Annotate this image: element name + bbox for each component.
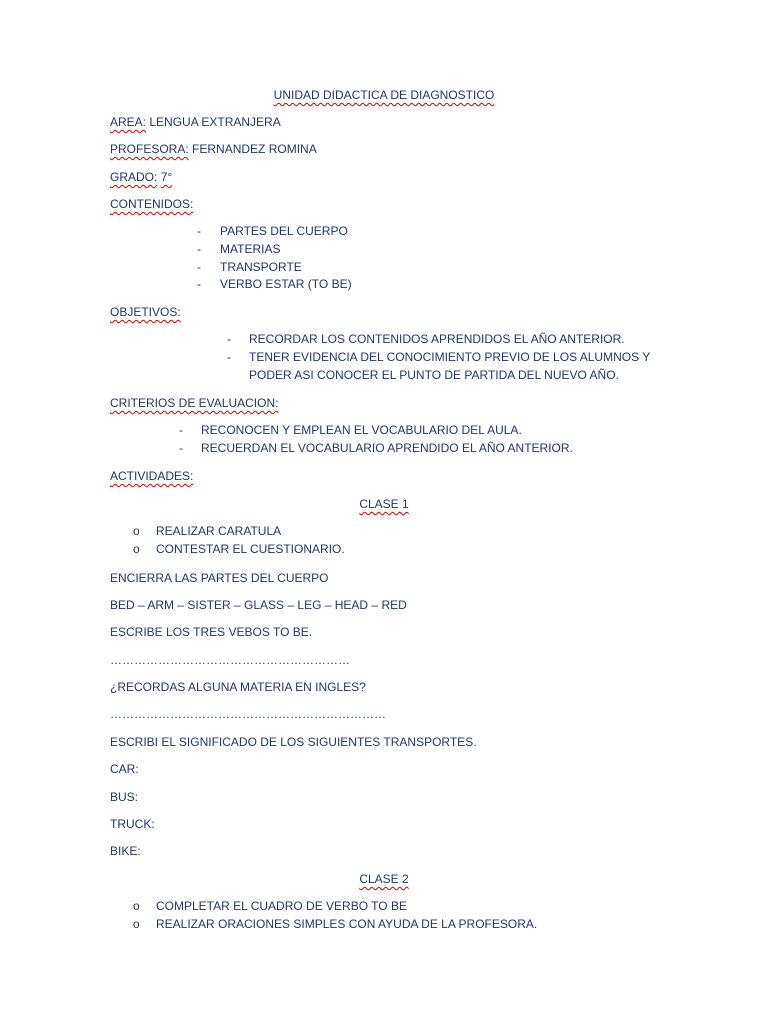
list-dash: - <box>179 423 183 437</box>
transport-truck: TRUCK: <box>110 817 155 831</box>
answer-blank-3: …………………………………………………………… <box>110 707 386 721</box>
document-title: UNIDAD DIDACTICA DE DIAGNOSTICO <box>273 88 495 102</box>
answer-blank-2: …………………………………………………… <box>110 653 350 667</box>
question-3: ¿RECORDAS ALGUNA MATERIA EN INGLES? <box>110 680 366 694</box>
question-4: ESCRIBI EL SIGNIFICADO DE LOS SIGUIENTES TRANSPORTES. <box>110 735 477 749</box>
list-item: MATERIAS <box>220 242 281 256</box>
list-item: REALIZAR ORACIONES SIMPLES CON AYUDA DE LA PROFESORA. <box>156 917 538 931</box>
list-dash: - <box>227 350 231 364</box>
list-item: VERBO ESTAR (TO BE) <box>220 277 352 291</box>
list-dash: - <box>227 332 231 346</box>
bullet-icon: o <box>133 899 140 913</box>
grado-line <box>110 169 172 185</box>
grado-value: 7° <box>160 170 173 184</box>
question-1-words: BED – ARM – SISTER – GLASS – LEG – HEAD – RED <box>110 598 407 612</box>
profesora-value: FERNANDEZ ROMINA <box>192 142 317 156</box>
list-item-continuation: PODER ASI CONOCER EL PUNTO DE PARTIDA DEL NUEVO AÑO. <box>249 368 619 382</box>
transport-bike: BIKE: <box>110 844 141 858</box>
transport-car: CAR: <box>110 762 139 776</box>
area-value: LENGUA EXTRANJERA <box>149 115 281 129</box>
bullet-icon: o <box>133 524 140 538</box>
transport-bus: BUS: <box>110 790 139 804</box>
profesora-label: PROFESORA: <box>110 142 189 156</box>
list-dash: - <box>179 441 183 455</box>
contenidos-heading: CONTENIDOS: <box>110 197 194 211</box>
actividades-heading: ACTIVIDADES: <box>110 469 194 483</box>
list-item: TENER EVIDENCIA DEL CONOCIMIENTO PREVIO DE LOS ALUMNOS Y <box>249 350 651 364</box>
list-dash: - <box>197 242 201 256</box>
list-item: CONTESTAR EL CUESTIONARIO. <box>156 542 345 556</box>
bullet-icon: o <box>133 542 140 556</box>
list-item: RECONOCEN Y EMPLEAN EL VOCABULARIO DEL AULA. <box>201 423 522 437</box>
list-item: COMPLETAR EL CUADRO DE VERBO TO BE <box>156 899 407 913</box>
objetivos-heading: OBJETIVOS: <box>110 305 181 319</box>
clase1-heading: CLASE 1 <box>359 497 409 511</box>
list-item: REALIZAR CARATULA <box>156 524 282 538</box>
list-item: RECORDAR LOS CONTENIDOS APRENDIDOS EL AÑO ANTERIOR. <box>249 332 625 346</box>
list-item: PARTES DEL CUERPO <box>220 224 348 238</box>
question-2: ESCRIBE LOS TRES VEBOS TO BE. <box>110 625 313 639</box>
grado-label: GRADO: <box>110 170 158 184</box>
list-item: RECUERDAN EL VOCABULARIO APRENDIDO EL AÑO ANTERIOR. <box>201 441 573 455</box>
list-dash: - <box>197 224 201 238</box>
list-dash: - <box>197 260 201 274</box>
area-line <box>110 114 281 130</box>
criterios-heading: CRITERIOS DE EVALUACION: <box>110 396 279 410</box>
clase2-heading: CLASE 2 <box>359 872 409 886</box>
area-label: AREA: <box>110 115 147 129</box>
profesora-line <box>110 141 317 157</box>
bullet-icon: o <box>133 917 140 931</box>
question-1: ENCIERRA LAS PARTES DEL CUERPO <box>110 571 329 585</box>
list-item: TRANSPORTE <box>220 260 302 274</box>
list-dash: - <box>197 277 201 291</box>
